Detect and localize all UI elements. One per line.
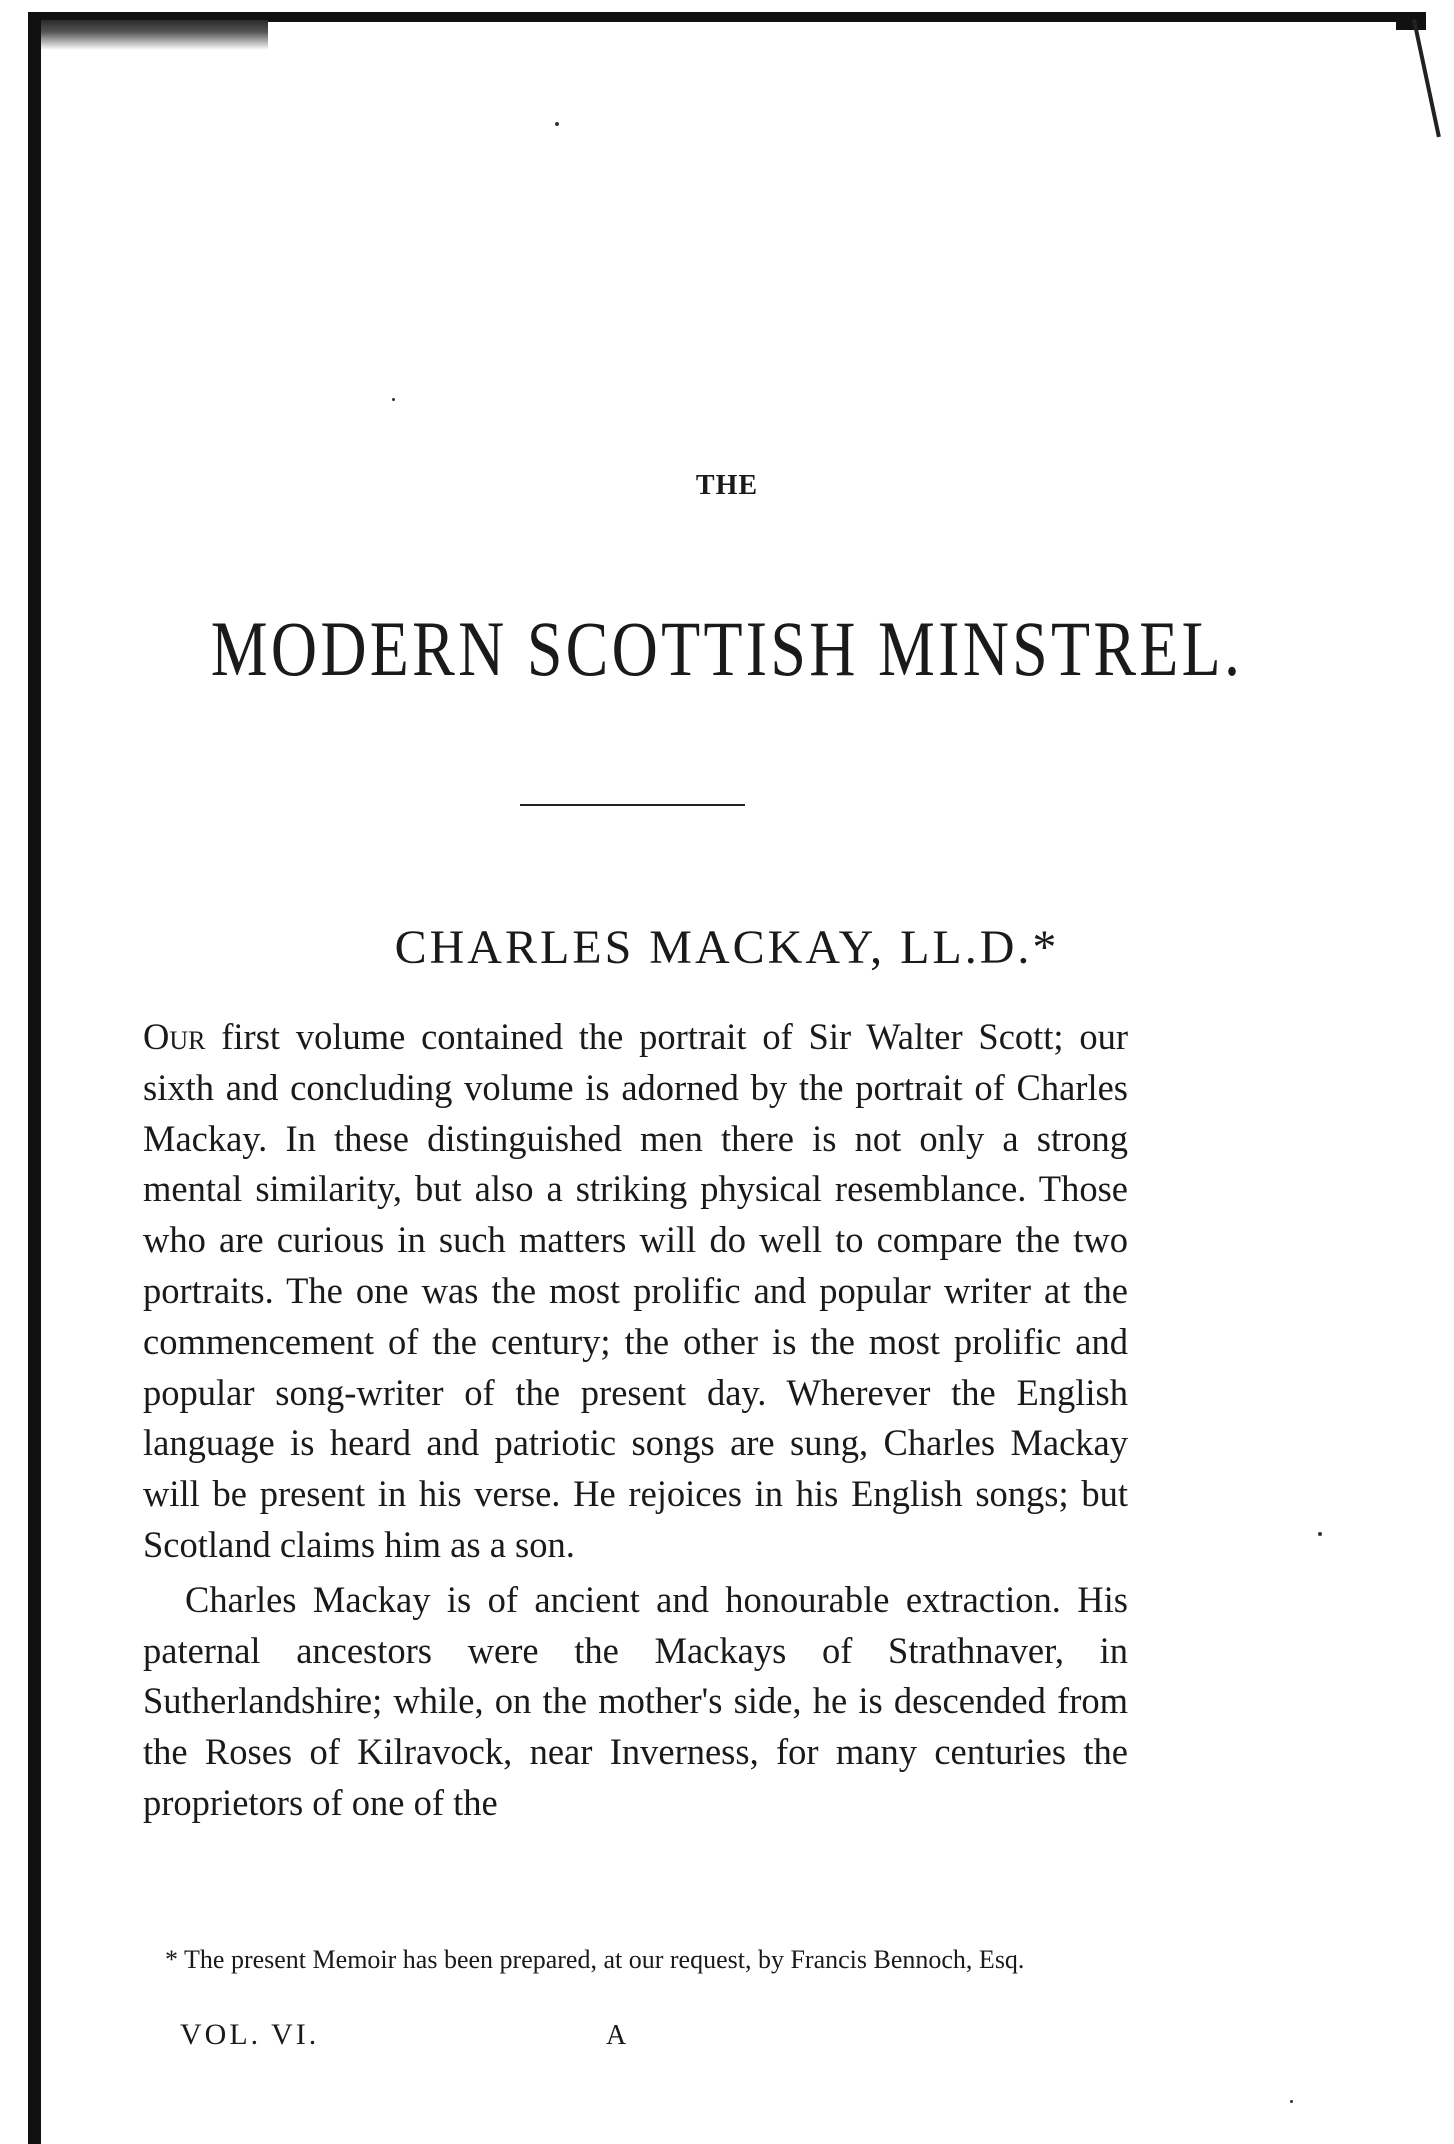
footnote-text: The present Memoir has been prepared, at our request, by Francis Bennoch, Esq.: [184, 1945, 1025, 1974]
footnote: [143, 1944, 1128, 1976]
opening-word: Our: [143, 1016, 206, 1057]
footnote-mark: *: [165, 1945, 178, 1974]
scan-edge-corner: [1396, 12, 1426, 30]
paragraph-1: [143, 1012, 1128, 1571]
page-title: MODERN SCOTTISH MINSTREL.: [210, 605, 1244, 692]
scan-speck: [1318, 1532, 1322, 1536]
title-article: THE: [695, 470, 759, 501]
paragraph-2: Charles Mackay is of ancient and honourable extraction. His paternal ancestors were the Mackays of Strathnaver, in Sutherlandshire; while, on the mother's side, he is descended from the Roses of Kilravock, near Inverness, for many centuries the proprietors of one of the: [143, 1578, 1128, 1823]
scan-edge-fringe: [28, 20, 268, 50]
title-rule: [520, 804, 745, 806]
scan-edge-right-mark: [1412, 19, 1441, 137]
scan-speck: [1290, 2100, 1293, 2103]
body-text: [143, 1012, 1128, 1829]
scan-edge-left: [28, 12, 41, 2144]
section-heading: CHARLES MACKAY, LL.D.*: [394, 921, 1060, 974]
gathering-letter: A: [606, 2020, 627, 2051]
volume-signature: VOL. VI.: [180, 2018, 320, 2051]
scan-speck: [555, 122, 559, 126]
paragraph-1-text: first volume contained the portrait of Sir Walter Scott; our sixth and concluding volume is adorned by the portrait of Charles Mackay. In these distinguished men there is not only a strong mental similarity, but also a striking physical resemblance. Those who are curious in such matters will do well to compare the two portraits. The one was the most prolific and popular writer at the commencement of the century; the other is the most prolific and popular song-writer of the present day. Wherever the English language is heard and patriotic songs are sung, Charles Mackay will be present in his verse. He rejoices in his English songs; but Scotland claims him as a son.: [143, 1016, 1128, 1565]
scan-speck: [392, 398, 395, 401]
